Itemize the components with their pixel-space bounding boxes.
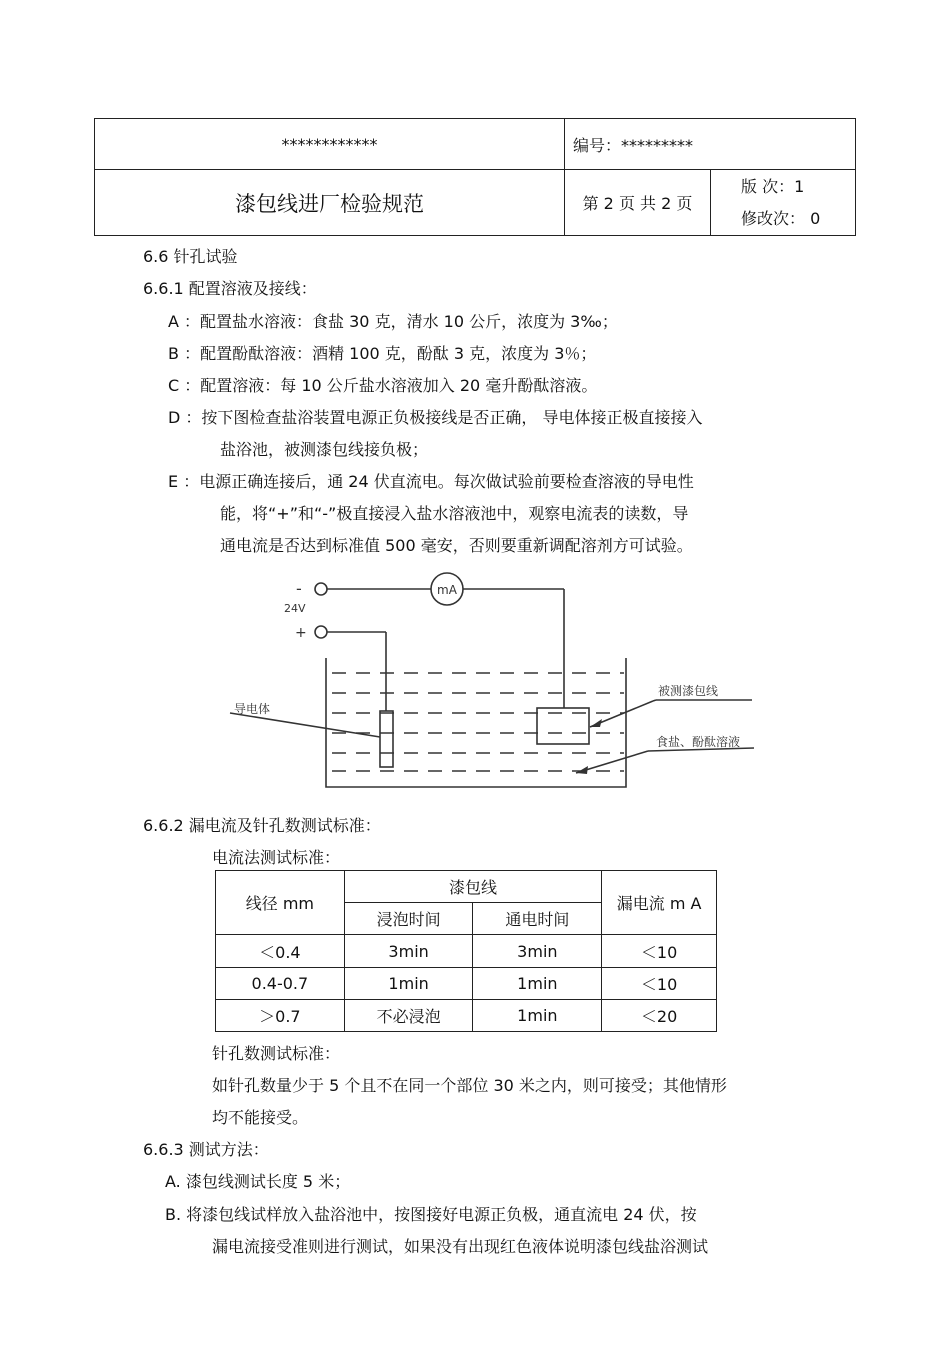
item-b: B ：配置酚酞溶液：酒精 100 克，酚酞 3 克，浓度为 3％； <box>168 344 597 363</box>
method-a: A. 漆包线测试长度 5 米； <box>165 1172 351 1191</box>
leakage-standard-table <box>215 870 717 1032</box>
header-diameter: 线径 mm <box>216 871 345 935</box>
cell: ＞0.7 <box>216 1000 345 1032</box>
voltage-label: 24V <box>284 602 306 615</box>
table-row <box>216 935 717 968</box>
pinhole-text-line2: 均不能接受。 <box>212 1108 309 1127</box>
pinhole-text-line1: 如针孔数量少于 5 个且不在同一个部位 30 米之内，则可接受；其他情形 <box>212 1076 727 1095</box>
item-e-line3: 通电流是否达到标准值 500 毫安，否则要重新调配溶剂方可试验。 <box>220 536 693 555</box>
code-cell <box>565 119 856 170</box>
cell: 3min <box>473 935 602 968</box>
method-b-line1: B. 将漆包线试样放入盐浴池中，按图接好电源正负极，通直流电 24 伏，按 <box>165 1205 697 1224</box>
table-row <box>216 968 717 1000</box>
page-info-cell <box>565 170 711 236</box>
conductor-label: 导电体 <box>234 702 271 716</box>
item-d-line1: D ：按下图检查盐浴装置电源正负极接线是否正确， 导电体接正极直接接入 <box>168 408 703 427</box>
revision: 修改次： 0 <box>741 208 821 228</box>
code-label: 编号： <box>573 135 622 155</box>
section-6-6: 6.6 针孔试验 <box>143 247 238 266</box>
item-a: A ：配置盐水溶液：食盐 30 克，清水 10 公斤，浓度为 3‰； <box>168 312 618 331</box>
current-method-heading: 电流法测试标准： <box>212 848 341 867</box>
solution-label: 食盐、酚酞溶液 <box>656 735 741 749</box>
cell: 不必浸泡 <box>344 1000 473 1032</box>
cell: 3min <box>344 935 473 968</box>
cell: ＜0.4 <box>216 935 345 968</box>
doc-title: 漆包线进厂检验规范 <box>235 191 424 216</box>
version: 版 次：1 <box>741 176 805 196</box>
item-d-line2: 盐浴池，被测漆包线接负极； <box>220 440 429 459</box>
header-power-time: 通电时间 <box>473 903 602 935</box>
table-row <box>216 1000 717 1032</box>
cell: 1min <box>344 968 473 1000</box>
cell: 0.4-0.7 <box>216 968 345 1000</box>
section-6-6-3: 6.6.3 测试方法： <box>143 1140 269 1159</box>
method-b-line2: 漏电流接受准则进行测试，如果没有出现红色液体说明漆包线盐浴测试 <box>212 1237 709 1256</box>
test-wire-label: 被测漆包线 <box>658 684 719 698</box>
header-table <box>94 118 856 236</box>
doc-title-cell <box>95 170 565 236</box>
item-c: C ：配置溶液：每 10 公斤盐水溶液加入 20 毫升酚酞溶液。 <box>168 376 598 395</box>
header-leakage: 漏电流 m A <box>602 871 717 935</box>
section-6-6-1: 6.6.1 配置溶液及接线： <box>143 279 317 298</box>
ammeter-label: mA <box>437 583 457 597</box>
cell: ＜10 <box>602 935 717 968</box>
header-soak-time: 浸泡时间 <box>344 903 473 935</box>
cell: 1min <box>473 1000 602 1032</box>
cell: ＜20 <box>602 1000 717 1032</box>
item-e-line1: E ：电源正确连接后，通 24 伏直流电。每次做试验前要检查溶液的导电性 <box>168 472 694 491</box>
header-enamel-wire: 漆包线 <box>344 871 602 903</box>
pinhole-heading: 针孔数测试标准： <box>212 1044 341 1063</box>
company-cell <box>95 119 565 170</box>
company-name: ************ <box>281 134 378 154</box>
terminal-minus-label: - <box>296 579 302 598</box>
section-6-6-2: 6.6.2 漏电流及针孔数测试标准： <box>143 816 381 835</box>
salt-bath-diagram <box>228 563 758 801</box>
page-info: 第 2 页 共 2 页 <box>582 194 693 213</box>
item-e-line2: 能，将“+”和“-”极直接浸入盐水溶液池中，观察电流表的读数，导 <box>220 504 689 523</box>
cell: 1min <box>473 968 602 1000</box>
cell: ＜10 <box>602 968 717 1000</box>
version-cell <box>711 170 856 236</box>
terminal-plus-label: + <box>295 625 307 641</box>
code-value: ********* <box>621 135 694 155</box>
